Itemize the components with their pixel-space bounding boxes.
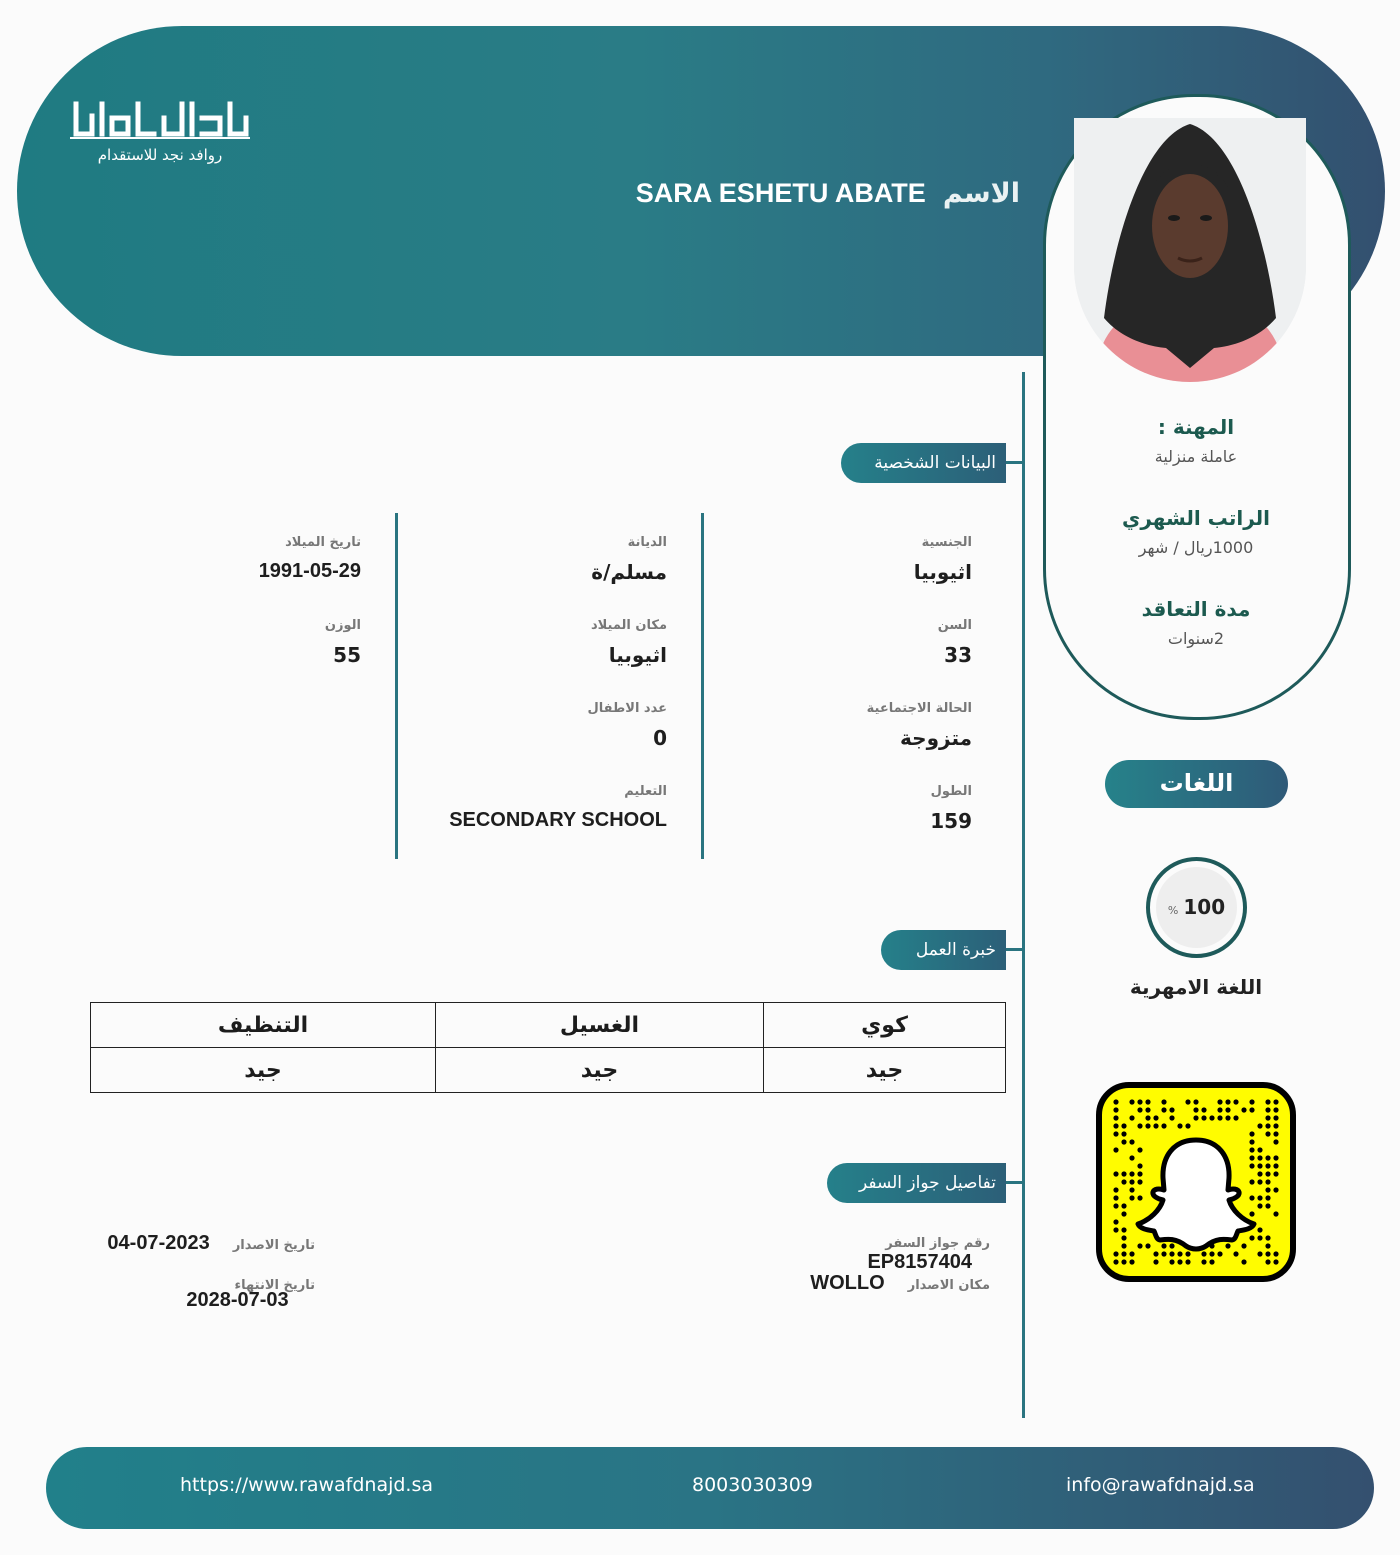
worker-name-line <box>600 178 1020 218</box>
snapcode-dot <box>1265 1107 1270 1112</box>
field-education <box>420 784 667 832</box>
snapcode-dot <box>1273 1211 1278 1216</box>
profession-value: عاملة منزلية <box>1154 447 1238 466</box>
snapcode-dot <box>1249 1099 1254 1104</box>
snapcode-dot <box>1265 1115 1270 1120</box>
snapcode-dot <box>1209 1259 1214 1264</box>
passport-number-label: رقم جواز السفر <box>885 1236 990 1251</box>
snapcode-dot <box>1209 1115 1214 1120</box>
snapcode-dot <box>1217 1251 1222 1256</box>
passport-number-value: EP8157404 <box>867 1251 972 1273</box>
contract-block <box>1046 597 1346 648</box>
snapcode-dot <box>1249 1179 1254 1184</box>
contract-title: مدة التعاقد <box>1141 597 1251 621</box>
age-value: 33 <box>944 643 972 667</box>
snapcode-dot <box>1273 1155 1278 1160</box>
height-value: 159 <box>930 809 972 833</box>
snapcode-dot <box>1265 1235 1270 1240</box>
snapcode-dot <box>1209 1251 1214 1256</box>
snapcode-dot <box>1185 1251 1190 1256</box>
snapcode-dot <box>1113 1171 1118 1176</box>
snapcode-dot <box>1121 1131 1126 1136</box>
snapcode-dot <box>1225 1243 1230 1248</box>
snapcode-dot <box>1113 1219 1118 1224</box>
birthdate-label: تاريخ الميلاد <box>285 535 361 550</box>
snapcode-dot <box>1129 1155 1134 1160</box>
snapcode-dot <box>1185 1099 1190 1104</box>
table-row <box>91 1003 1006 1048</box>
snapcode-dot <box>1121 1139 1126 1144</box>
table-row <box>91 1048 1006 1093</box>
field-weight <box>140 618 361 667</box>
column-divider <box>701 513 704 859</box>
languages-title: اللغات <box>1105 760 1288 808</box>
religion-value: مسلم/ة <box>591 560 667 584</box>
skill-level: جيد <box>764 1048 1006 1093</box>
language-progress-inner <box>1156 867 1237 948</box>
snapcode-dot <box>1153 1115 1158 1120</box>
snapcode-dot <box>1241 1107 1246 1112</box>
snapcode-dot <box>1137 1099 1142 1104</box>
snapcode-dot <box>1273 1259 1278 1264</box>
snapcode-dot <box>1265 1243 1270 1248</box>
height-label: الطول <box>930 784 972 799</box>
snapcode-dot <box>1113 1147 1118 1152</box>
snapcode-dot <box>1161 1099 1166 1104</box>
snapcode-dot <box>1113 1123 1118 1128</box>
snapcode-dot <box>1121 1123 1126 1128</box>
snapcode-dot <box>1273 1163 1278 1168</box>
children-label: عدد الاطفال <box>587 701 667 716</box>
snapcode-dot <box>1177 1251 1182 1256</box>
snapcode-dot <box>1249 1131 1254 1136</box>
snapcode-dot <box>1257 1203 1262 1208</box>
snapcode-dot <box>1273 1171 1278 1176</box>
snapcode-dot <box>1217 1107 1222 1112</box>
snapcode-dot <box>1265 1203 1270 1208</box>
snapcode-dot <box>1273 1099 1278 1104</box>
snapcode-dot <box>1129 1259 1134 1264</box>
salary-value: 1000ريال / شهر <box>1138 538 1254 557</box>
snapcode-dot <box>1113 1115 1118 1120</box>
snapcode-dot <box>1249 1163 1254 1168</box>
snapcode-dot <box>1129 1195 1134 1200</box>
profile-photo <box>1074 118 1306 382</box>
snapcode-dot <box>1265 1131 1270 1136</box>
snapcode-dot <box>1161 1107 1166 1112</box>
footer-website-link[interactable]: https://www.rawafdnajd.sa <box>180 1474 434 1496</box>
snapcode-dot <box>1241 1259 1246 1264</box>
snapcode-dot <box>1169 1251 1174 1256</box>
snapcode-dot <box>1273 1251 1278 1256</box>
snapcode-dot <box>1257 1195 1262 1200</box>
skill-level: جيد <box>436 1048 764 1093</box>
snapcode-dot <box>1169 1107 1174 1112</box>
snapcode-dot <box>1153 1259 1158 1264</box>
snapcode-dot <box>1273 1131 1278 1136</box>
marital-label: الحالة الاجتماعية <box>866 701 972 716</box>
snapcode-dot <box>1129 1251 1134 1256</box>
snapcode-dot <box>1257 1251 1262 1256</box>
field-birthdate <box>140 535 361 583</box>
snapcode-dot <box>1153 1123 1158 1128</box>
snapcode-dot <box>1169 1115 1174 1120</box>
snapcode-dot <box>1265 1123 1270 1128</box>
snapcode-dot <box>1265 1099 1270 1104</box>
snapcode-dot <box>1217 1099 1222 1104</box>
snapcode-dot <box>1129 1187 1134 1192</box>
snapcode-dot <box>1113 1251 1118 1256</box>
nationality-value: اثيوبيا <box>913 560 972 584</box>
snapcode-dot <box>1177 1259 1182 1264</box>
snapcode-dot <box>1121 1235 1126 1240</box>
snapcode-dot <box>1273 1115 1278 1120</box>
snapcode-dot <box>1241 1243 1246 1248</box>
nationality-label: الجنسية <box>921 535 972 550</box>
snapcode-dot <box>1257 1147 1262 1152</box>
snapcode-dot <box>1129 1099 1134 1104</box>
snapcode-dot <box>1249 1211 1254 1216</box>
snapcode-dot <box>1225 1099 1230 1104</box>
snapcode-dot <box>1121 1179 1126 1184</box>
snapcode-dot <box>1193 1107 1198 1112</box>
section-experience: خبرة العمل <box>881 930 1006 970</box>
birthplace-label: مكان الميلاد <box>590 618 667 633</box>
snapcode-dot <box>1257 1163 1262 1168</box>
profession-block <box>1046 415 1346 466</box>
education-label: التعليم <box>624 784 667 799</box>
snapcode-dot <box>1265 1195 1270 1200</box>
salary-title: الراتب الشهري <box>1122 506 1270 530</box>
birthdate-value: 1991-05-29 <box>258 560 361 582</box>
name-value: SARA ESHETU ABATE <box>635 178 926 208</box>
logo-mark-icon <box>70 96 250 140</box>
passport-expiry-value: 2028-07-03 <box>186 1289 289 1311</box>
marital-value: متزوجة <box>900 726 972 750</box>
religion-label: الديانة <box>627 535 667 550</box>
snapcode-dot <box>1273 1107 1278 1112</box>
snapcode-dot <box>1249 1147 1254 1152</box>
section-personal-connector <box>1006 461 1024 464</box>
snapcode-dot <box>1185 1123 1190 1128</box>
language-percent-value: 100 <box>1183 895 1226 919</box>
name-label: الاسم <box>942 178 1020 209</box>
snapcode-dot <box>1161 1251 1166 1256</box>
snapcode-dot <box>1137 1107 1142 1112</box>
snapcode-dot <box>1145 1107 1150 1112</box>
snapcode-dot <box>1169 1243 1174 1248</box>
passport-issue-value: 2023-07-04 <box>107 1232 210 1254</box>
snapcode-dot <box>1121 1251 1126 1256</box>
weight-label: الوزن <box>324 618 361 633</box>
snapcode-dot <box>1233 1099 1238 1104</box>
snapcode-dot <box>1201 1259 1206 1264</box>
snapchat-snapcode[interactable] <box>1096 1082 1296 1282</box>
snapcode-dot <box>1265 1259 1270 1264</box>
language-name: اللغة الامهرية <box>1129 975 1263 999</box>
snapcode-dot <box>1265 1179 1270 1184</box>
snapcode-dot <box>1121 1171 1126 1176</box>
snapcode-dot <box>1121 1203 1126 1208</box>
passport-place-label: مكان الاصدار <box>907 1278 990 1293</box>
snapcode-dot <box>1249 1107 1254 1112</box>
snapcode-dot <box>1193 1099 1198 1104</box>
snapcode-dot <box>1129 1139 1134 1144</box>
snapcode-dot <box>1273 1187 1278 1192</box>
snapcode-dot <box>1273 1123 1278 1128</box>
passport-expiry-value-row <box>140 1289 335 1312</box>
snapcode-dot <box>1129 1115 1134 1120</box>
passport-number-row <box>760 1232 990 1274</box>
passport-place-row <box>760 1272 990 1295</box>
section-personal: البيانات الشخصية <box>841 443 1006 483</box>
weight-value: 55 <box>333 643 361 667</box>
snapcode-dot <box>1121 1243 1126 1248</box>
skill-header: الغسيل <box>436 1003 764 1048</box>
snapcode-dot <box>1113 1107 1118 1112</box>
section-passport: تفاصيل جواز السفر <box>827 1163 1006 1203</box>
snapcode-dot <box>1113 1131 1118 1136</box>
person-photo-icon <box>1074 118 1306 382</box>
snapcode-dot <box>1145 1123 1150 1128</box>
snapcode-dot <box>1249 1139 1254 1144</box>
children-value: 0 <box>653 726 667 750</box>
snapcode-dot <box>1249 1195 1254 1200</box>
field-age <box>760 618 972 667</box>
snapcode-dot <box>1153 1251 1158 1256</box>
field-height <box>760 784 972 833</box>
snapcode-dot <box>1201 1115 1206 1120</box>
snapcode-dot <box>1185 1259 1190 1264</box>
snapcode-dot <box>1249 1235 1254 1240</box>
snapcode-dot <box>1137 1243 1142 1248</box>
snapcode-dot <box>1113 1195 1118 1200</box>
passport-place-value: WOLLO <box>810 1272 885 1294</box>
snapcode-dot <box>1113 1227 1118 1232</box>
snapchat-ghost-icon <box>1096 1082 1296 1282</box>
language-progress-ring <box>1146 857 1247 958</box>
language-percent-unit: % <box>1167 904 1179 917</box>
experience-table <box>90 1002 1006 1093</box>
snapcode-dot <box>1257 1123 1262 1128</box>
snapcode-dot <box>1137 1179 1142 1184</box>
footer-email-link[interactable]: info@rawafdnajd.sa <box>1066 1474 1255 1496</box>
snapcode-dot <box>1265 1171 1270 1176</box>
company-logo <box>70 96 250 176</box>
snapcode-dot <box>1257 1227 1262 1232</box>
snapcode-dot <box>1233 1251 1238 1256</box>
snapcode-dot <box>1113 1099 1118 1104</box>
snapcode-dot <box>1129 1179 1134 1184</box>
field-birthplace <box>420 618 667 667</box>
skill-header: كوي <box>764 1003 1006 1048</box>
snapcode-dot <box>1249 1155 1254 1160</box>
field-children <box>420 701 667 750</box>
section-passport-connector <box>1006 1181 1024 1184</box>
timeline-line <box>1022 372 1025 1418</box>
education-value: SECONDARY SCHOOL <box>449 809 667 831</box>
snapcode-dot <box>1137 1163 1142 1168</box>
snapcode-dot <box>1113 1203 1118 1208</box>
passport-issue-label: تاريخ الاصدار <box>232 1238 315 1253</box>
logo-tagline: روافد نجد للاستقدام <box>97 146 223 164</box>
snapcode-dot <box>1233 1115 1238 1120</box>
snapcode-dot <box>1265 1251 1270 1256</box>
snapcode-dot <box>1177 1123 1182 1128</box>
passport-expiry-label: تاريخ الانتهاء <box>234 1278 315 1293</box>
field-marital-status <box>760 701 972 750</box>
contract-value: 2سنوات <box>1167 629 1225 648</box>
snapcode-dot <box>1265 1155 1270 1160</box>
snapcode-dot <box>1137 1195 1142 1200</box>
snapcode-dot <box>1129 1171 1134 1176</box>
snapcode-dot <box>1121 1227 1126 1232</box>
age-label: السن <box>937 618 972 633</box>
skill-level: جيد <box>91 1048 436 1093</box>
snapcode-dot <box>1113 1259 1118 1264</box>
snapcode-dot <box>1257 1235 1262 1240</box>
snapcode-dot <box>1145 1243 1150 1248</box>
snapcode-dot <box>1201 1107 1206 1112</box>
profession-title: المهنة : <box>1157 415 1235 439</box>
passport-issue-row <box>100 1232 315 1255</box>
snapcode-dot <box>1193 1115 1198 1120</box>
snapcode-dot <box>1161 1123 1166 1128</box>
snapcode-dot <box>1201 1251 1206 1256</box>
snapcode-dot <box>1169 1259 1174 1264</box>
snapcode-dot <box>1145 1099 1150 1104</box>
snapcode-dot <box>1225 1115 1230 1120</box>
snapcode-dot <box>1145 1115 1150 1120</box>
snapcode-dot <box>1217 1115 1222 1120</box>
snapcode-dot <box>1265 1187 1270 1192</box>
section-experience-connector <box>1006 948 1024 951</box>
snapcode-dot <box>1257 1179 1262 1184</box>
snapcode-dot <box>1257 1171 1262 1176</box>
salary-block <box>1046 506 1346 557</box>
skill-header: التنظيف <box>91 1003 436 1048</box>
snapcode-dot <box>1113 1187 1118 1192</box>
snapcode-dot <box>1225 1107 1230 1112</box>
column-divider <box>395 513 398 859</box>
birthplace-value: اثيوبيا <box>608 643 667 667</box>
snapcode-dot <box>1137 1171 1142 1176</box>
snapcode-dot <box>1161 1243 1166 1248</box>
footer-phone[interactable]: 8003030309 <box>692 1474 813 1496</box>
snapcode-dot <box>1257 1155 1262 1160</box>
snapcode-dot <box>1121 1211 1126 1216</box>
snapcode-dot <box>1121 1259 1126 1264</box>
snapcode-dot <box>1137 1123 1142 1128</box>
snapcode-dot <box>1265 1163 1270 1168</box>
snapcode-dot <box>1273 1139 1278 1144</box>
snapcode-dot <box>1137 1147 1142 1152</box>
field-nationality <box>760 535 972 584</box>
field-religion <box>420 535 667 584</box>
